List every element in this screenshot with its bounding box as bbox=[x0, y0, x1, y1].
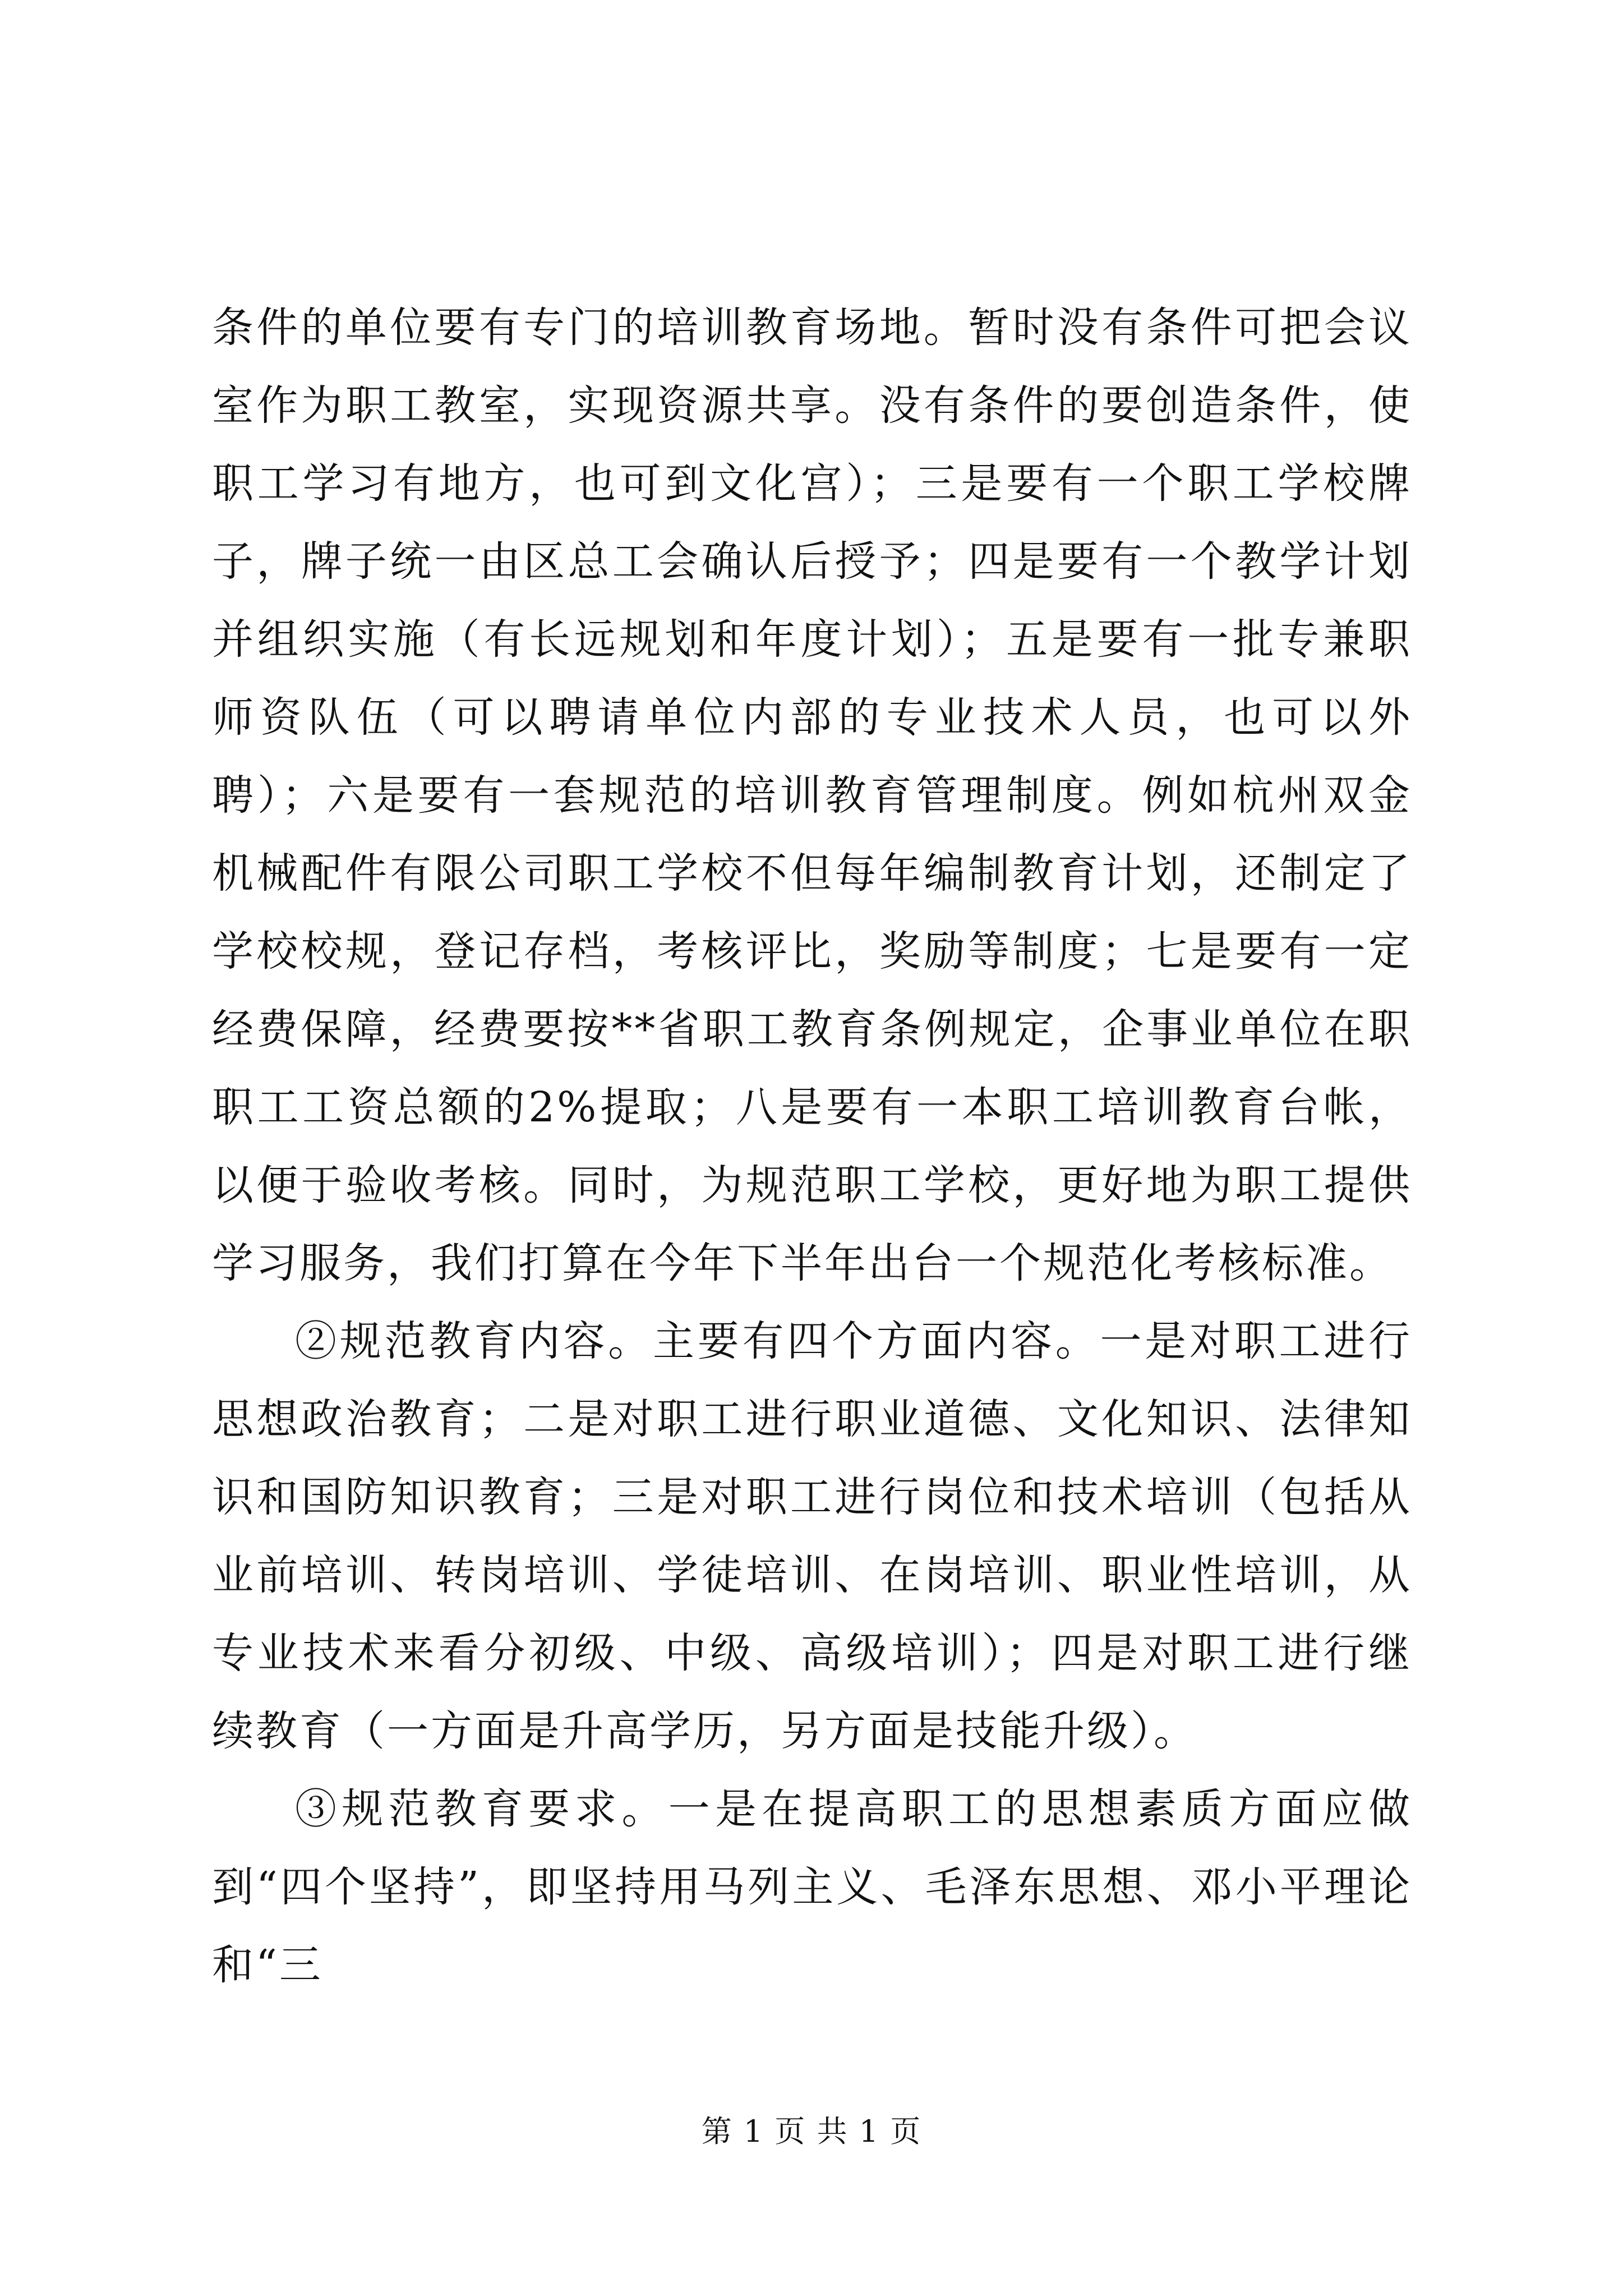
paragraph-1: 条件的单位要有专门的培训教育场地。暂时没有条件可把会议室作为职工教室，实现资源共享。没有条件的要创造条件，使职工学习有地方，也可到文化宫）；三是要有一个职工学校牌子，牌子统一由区总工会确认后授予；四是要有一个教学计划并组织实施（有长远规划和年度计划）；五是要有一批专兼职师资队伍（可以聘请单位内部的专业技术人员，也可以外聘）；六是要有一套规范的培训教育管理制度。例如杭州双金机械配件有限公司职工学校不但每年编制教育计划，还制定了学校校规，登记存档，考核评比，奖励等制度；七是要有一定经费保障，经费要按**省职工教育条例规定，企事业单位在职职工工资总额的2%提取；八是要有一本职工培训教育台帐，以便于验收考核。同时，为规范职工学校，更好地为职工提供学习服务，我们打算在今年下半年出台一个规范化考核标准。 bbox=[212, 303, 1412, 1287]
paragraph-2: ②规范教育内容。主要有四个方面内容。一是对职工进行思想政治教育；二是对职工进行职业道德、文化知识、法律知识和国防知识教育；三是对职工进行岗位和技术培训（包括从业前培训、转岗培训、学徒培训、在岗培训、职业性培训，从专业技术来看分初级、中级、高级培训）；四是对职工进行继续教育（一方面是升高学历，另方面是技能升级）。 bbox=[212, 1317, 1412, 1755]
paragraph-3: ③规范教育要求。一是在提高职工的思想素质方面应做到“四个坚持”，即坚持用马列主义、毛泽东思想、邓小平理论和“三 bbox=[212, 1785, 1412, 1989]
document-body bbox=[212, 289, 1412, 2004]
page-footer: 第 1 页 共 1 页 bbox=[701, 2114, 922, 2149]
